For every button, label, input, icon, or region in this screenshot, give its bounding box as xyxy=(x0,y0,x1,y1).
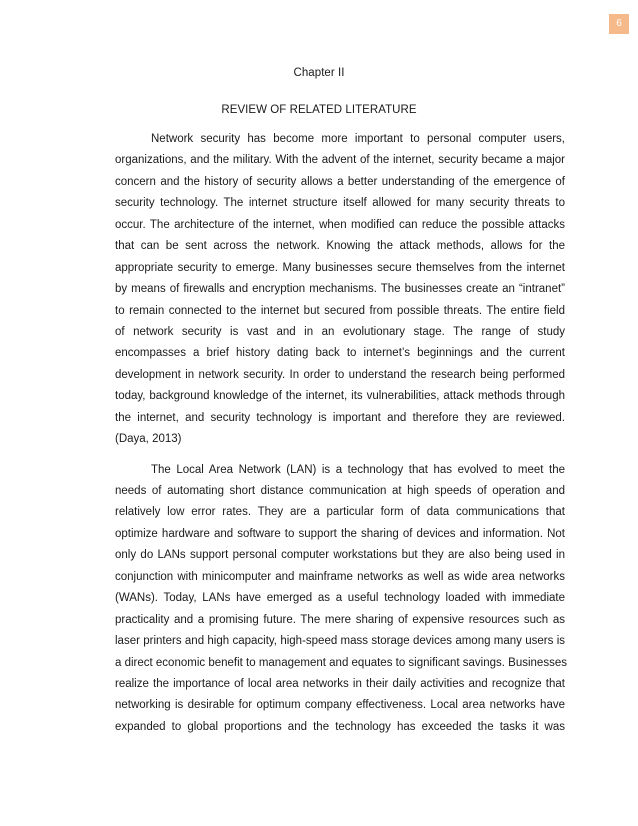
text-line: organizations, and the military. With the advent of the internet, security became a major xyxy=(115,154,565,167)
text-line: occur. The architecture of the internet, when modified can reduce the possible attacks xyxy=(115,218,565,231)
text-line: relatively low error rates. They are a particular form of data communications that xyxy=(115,506,565,519)
text-line: needs of automating short distance communication at high speeds of operation and xyxy=(115,485,565,497)
text-line: conjunction with minicomputer and mainframe networks as well as wide area networks xyxy=(115,570,565,583)
text-line: networking is desirable for optimum company effectiveness. Local area networks have xyxy=(115,699,565,712)
text-line: development in network security. In order to understand the research being performed xyxy=(115,368,565,381)
text-line: a direct economic benefit to management and equates to significant savings. Businesses xyxy=(115,656,567,669)
chapter-heading: Chapter II xyxy=(293,67,345,79)
text-line: to remain connected to the internet but secured from possible threats. The entire field xyxy=(115,304,565,317)
text-line: today, background knowledge of the internet, its vulnerabilities, attack methods through xyxy=(115,390,565,403)
text-line: concern and the history of security allows a better understanding of the emergence of xyxy=(115,175,565,188)
text-line: appropriate security to emerge. Many businesses secure themselves from the internet xyxy=(115,261,565,274)
text-line: (WANs). Today, LANs have emerged as a useful technology loaded with immediate xyxy=(115,592,565,605)
text-line: optimize hardware and software to support the sharing of devices and information. Not xyxy=(115,527,565,540)
text-line: security technology. The internet structure itself allowed for many security threats to xyxy=(115,197,565,210)
text-line: by means of firewalls and encryption mechanisms. The businesses create an “intranet” xyxy=(115,283,565,296)
text-line: (Daya, 2013) xyxy=(115,433,182,446)
text-line: expanded to global proportions and the technology has exceeded the tasks it was xyxy=(115,720,565,733)
text-line: encompasses a brief history dating back to internet’s beginnings and the current xyxy=(115,347,565,360)
paragraph-lan xyxy=(115,460,565,739)
text-line: practicality and a promising future. The mere sharing of expensive resources such as xyxy=(115,613,565,626)
paragraph-network-security xyxy=(115,129,565,451)
text-line: of network security is vast and in an evolutionary stage. The range of study xyxy=(115,325,565,338)
text-line: the internet, and security technology is important and therefore they are reviewed. xyxy=(115,411,565,424)
text-line: Network security has become more important to personal computer users, xyxy=(151,133,565,145)
text-line: only do LANs support personal computer workstations but they are also being used in xyxy=(115,549,565,562)
text-line: that can be sent across the network. Knowing the attack methods, allows for the xyxy=(115,240,565,253)
body-text xyxy=(115,129,565,738)
page-number-badge: 6 xyxy=(609,14,629,34)
text-line: The Local Area Network (LAN) is a technology that has evolved to meet the xyxy=(151,463,565,476)
section-title: REVIEW OF RELATED LITERATURE xyxy=(221,104,417,116)
text-line: realize the importance of local area networks in their daily activities and recognize that xyxy=(115,677,565,690)
text-line: laser printers and high capacity, high-speed mass storage devices among many users is xyxy=(115,635,565,648)
